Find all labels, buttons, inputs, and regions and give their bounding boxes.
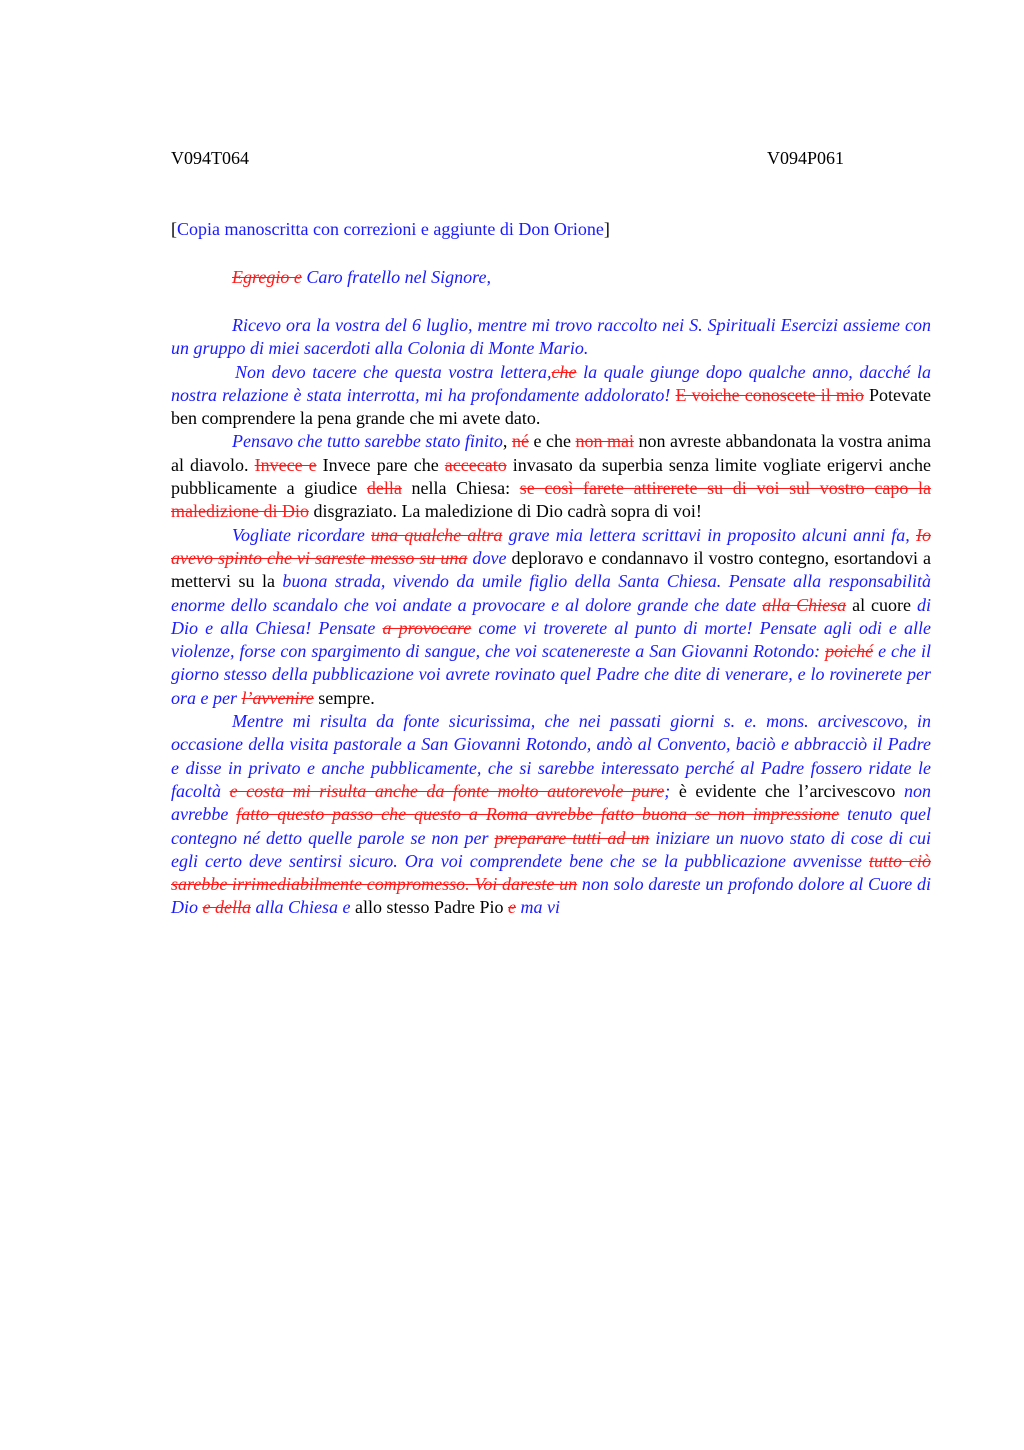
text-segment: buona strada, vivendo da umile figlio della Santa Chiesa. Pensate alla responsabilità enorme dello scandalo che voi andate a provocare e al dolore grande che date bbox=[171, 571, 931, 615]
deleted-text-segment: e costa mi risulta anche da fonte molto autorevole pure bbox=[229, 780, 665, 801]
editorial-note bbox=[171, 218, 610, 240]
note-close-bracket: ] bbox=[603, 219, 610, 239]
deleted-text-segment: e bbox=[507, 897, 516, 918]
deleted-text-segment: non mai bbox=[575, 431, 634, 452]
deleted-text-segment: tutto ciò sarebbe irrimediabilmente compromesso. Voi dareste un bbox=[171, 850, 931, 895]
text-segment: dove bbox=[467, 547, 507, 568]
paragraph bbox=[171, 710, 931, 920]
text-segment: Potevate ben comprendere la pena grande che mi avete dato. bbox=[171, 384, 931, 429]
text-segment: come vi troverete al punto di morte! Pensate agli odi e alle violenze, forse con spargimento di sangue, che voi scatenereste a San Giovanni Rotondo: bbox=[171, 617, 931, 662]
text-segment: la quale giunge dopo qualche anno, dacché la nostra relazione è stata interrotta, mi ha profondamente addolorato! bbox=[171, 361, 932, 405]
text-segment: ma vi bbox=[515, 897, 560, 918]
text-segment: , bbox=[502, 431, 512, 452]
deleted-text-segment: preparare tutti ad un bbox=[494, 827, 650, 848]
text-segment: Non devo tacere che questa vostra lettera, bbox=[235, 361, 552, 382]
text-segment: al cuore bbox=[846, 594, 917, 615]
text-segment: grave mia lettera scrittavi in proposito alcuni anni fa, bbox=[502, 524, 916, 545]
text-segment: non avreste abbandonata la vostra anima al diavolo. bbox=[171, 431, 932, 475]
deleted-text-segment: l’avvenire bbox=[241, 687, 314, 708]
right-code: V094P061 bbox=[766, 148, 844, 168]
text-segment: invasato da superbia senza limite vogliate erigervi anche pubblicamente a giudice bbox=[171, 454, 932, 499]
text-segment: iniziare un nuovo stato di cose di cui egli certo deve sentirsi sicuro. Ora voi comprendete bene che se la pubblicazione avvenisse bbox=[171, 827, 931, 871]
text-segment: e che bbox=[528, 431, 576, 452]
text-segment: sempre. bbox=[313, 687, 375, 708]
text-segment: tenuto quel contegno né detto quelle parole se non per bbox=[171, 804, 932, 848]
text-segment: non solo dareste un profondo dolore al Cuore di Dio bbox=[171, 874, 932, 918]
text-segment: Mentre mi risulta da fonte sicurissima, che nei passati giorni s. e. mons. arcivescovo, in occasione della visita pastorale a San Giovanni Rotondo, andò al Convento, baciò e abbracciò il Padre e disse in privato e anche pubblicamente, che si sarebbe interessato perché al Padre fossero ridate le facoltà bbox=[171, 711, 931, 801]
note-text: Copia manoscritta con correzioni e aggiunte di Don Orione bbox=[177, 219, 604, 239]
deleted-text-segment: Io avevo spinto che vi sareste messo su una bbox=[171, 524, 931, 568]
deleted-text-segment: che bbox=[551, 361, 577, 382]
deleted-salutation-text: Egregio e bbox=[232, 267, 302, 287]
deleted-text-segment: alla Chiesa bbox=[762, 594, 847, 615]
paragraph bbox=[171, 314, 931, 361]
paragraph bbox=[171, 430, 931, 523]
deleted-text-segment: a provocare bbox=[382, 617, 472, 638]
text-segment: alla Chiesa e bbox=[250, 897, 351, 918]
text-segment: non avrebbe bbox=[171, 780, 931, 825]
text-segment: di Dio e alla Chiesa! Pensate bbox=[171, 594, 931, 638]
deleted-text-segment: Invece e bbox=[254, 454, 317, 475]
letter-body bbox=[171, 314, 931, 920]
text-segment: e che il giorno stesso della pubblicazione voi avrete rovinato quel Padre che dite di venerare, e lo rovinerete per ora e per bbox=[171, 641, 931, 708]
note-open-bracket: [ bbox=[171, 219, 177, 239]
salutation-text: Caro fratello nel Signore, bbox=[306, 267, 491, 287]
deleted-text-segment: e della bbox=[202, 897, 251, 918]
salutation bbox=[232, 266, 491, 288]
deleted-text-segment: se così farete attirerete su di voi sul vostro capo la maledizione di Dio bbox=[171, 478, 931, 522]
text-segment: Pensavo che tutto sarebbe stato finito bbox=[232, 431, 503, 452]
deleted-text-segment: né bbox=[511, 431, 529, 452]
paragraph bbox=[171, 524, 931, 710]
text-segment: nella Chiesa: bbox=[401, 478, 520, 499]
deleted-text-segment: poiché bbox=[825, 641, 874, 662]
deleted-text-segment: accecato bbox=[444, 454, 507, 475]
text-segment: disgraziato. La maledizione di Dio cadrà sopra di voi! bbox=[308, 501, 702, 522]
text-segment: Invece pare che bbox=[316, 454, 445, 475]
deleted-text-segment: fatto questo passo che questo a Roma avrebbe fatto buona se non impressione bbox=[236, 804, 840, 825]
text-segment: ; bbox=[664, 780, 671, 801]
left-code: V094T064 bbox=[171, 148, 249, 168]
text-segment: allo stesso Padre Pio bbox=[350, 897, 508, 918]
header-codes bbox=[171, 148, 844, 168]
deleted-text-segment: una qualche altra bbox=[371, 524, 503, 545]
text-segment: Vogliate ricordare bbox=[232, 524, 372, 545]
text-segment: Ricevo ora la vostra del 6 luglio, mentre mi trovo raccolto nei S. Spirituali Esercizi assieme con un gruppo di miei sacerdoti alla Colonia di Monte Mario. bbox=[171, 315, 931, 359]
paragraph bbox=[171, 361, 931, 431]
deleted-text-segment: della bbox=[366, 478, 402, 499]
text-segment: deploravo e condannavo il vostro contegno, esortandovi a mettervi su la bbox=[171, 547, 931, 592]
text-segment: è evidente che l’arcivescovo bbox=[670, 780, 904, 801]
deleted-text-segment: E voiche conoscete il mio bbox=[675, 384, 864, 405]
